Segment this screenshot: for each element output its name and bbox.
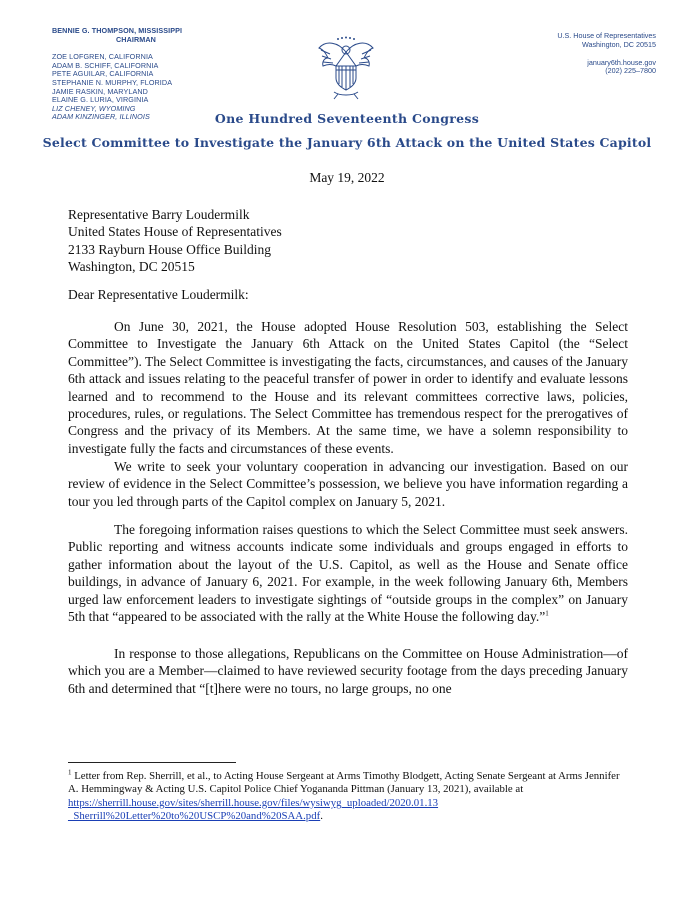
body-paragraph: On June 30, 2021, the House adopted House Resolution 503, establishing the Select Committee to Investigate the January 6th Attack on the United States Capitol (the “Select Committee”). The Select Committee is investigating the facts, circumstances, and causes of the January 6th attack and issues relating to the peaceful transfer of power in order to identify and evaluate lessons learned and to recommend to the House and its relevant committees corrective laws, policies, procedures, rules, or regulations. The Select Committee has tremendous respect for the prerogatives of Congress and the privacy of its Members. At the same time, we have a solemn responsibility to investigate fully the facts and circumstances of these events.	[68, 319, 628, 456]
member-name: ADAM B. SCHIFF, CALIFORNIA	[52, 60, 159, 70]
recipient-line: 2133 Rayburn House Office Building	[68, 241, 271, 257]
body-paragraph: The foregoing information raises questions to which the Select Committee must seek answers. Public reporting and witness accounts indicate some individuals and groups engaged in efforts to gather information about the layout of the U.S. Capitol, as well as the House and Senate office buildings, in advance of January 6, 2021. For example, in the week following January 6th, Members urged law enforcement leaders to investigate sightings of “outside groups in the complex” on January 5th that “appeared to be associated with the rally at the White House the following day.”$^1$	[68, 522, 628, 625]
member-name: ELAINE G. LURIA, VIRGINIA	[52, 95, 149, 105]
member-name: STEPHANIE N. MURPHY, FLORIDA	[52, 77, 173, 87]
footnote: $^1$ Letter from Rep. Sherrill, et al., to Acting House Sergeant at Arms Timothy Blodgett, Acting Senate Sergeant at Arms Jennifer A. Hemmingway & Acting U.S. Capitol Police Chief Yogananda Pittman (January 13, 2021), available at https://sherrill.house.gov/sites/sherrill.house.gov/files/wysiwyg_uploaded/2020.01.13 _Sherrill%20Letter%20to%20USCP%20and%20SAA.pdf.	[68, 768, 620, 823]
member-name: ADAM KINZINGER, ILLINOIS	[52, 112, 150, 122]
footnote-link[interactable]: https://sherrill.house.gov/sites/sherrill.house.gov/files/wysiwyg_uploaded/2020.01.13 _Sherrill%20Letter%20to%20USCP%20and%20SAA.pdf	[68, 796, 439, 823]
footnote-divider	[68, 762, 236, 763]
footnote-number: 1	[68, 768, 72, 777]
committee-contact-block	[456, 32, 656, 76]
body-paragraph: We write to seek your voluntary cooperation in advancing our investigation. Based on our review of evidence in the Select Committee’s possession, we believe you have information regarding a tour you led through parts of the Capitol complex on January 5, 2021.	[68, 459, 628, 509]
committee-website: january6th.house.gov	[587, 57, 656, 67]
chairman-name: BENNIE G. THOMPSON, MISSISSIPPI	[52, 26, 183, 35]
recipient-line: Representative Barry Loudermilk	[68, 207, 250, 222]
congress-heading: One Hundred Seventeenth Congress	[214, 111, 480, 126]
member-name: JAMIE RASKIN, MARYLAND	[52, 86, 148, 96]
committee-phone: (202) 225–7800	[605, 66, 656, 76]
body-paragraph: In response to those allegations, Republicans on the Committee on House Administration—of which you are a Member—claimed to have reviewed security footage from the days preceding January 6th and determined that “[t]here were no tours, no large groups, no one	[68, 646, 628, 696]
chairman-title: CHAIRMAN	[116, 34, 156, 44]
recipient-line: Washington, DC 20515	[68, 259, 195, 275]
office-address: Washington, DC 20515	[581, 39, 656, 49]
footnote-reference[interactable]: 1	[545, 609, 549, 618]
committee-members-block	[52, 27, 302, 122]
member-name: LIZ CHENEY, WYOMING	[52, 103, 136, 113]
member-name: ZOE LOFGREN, CALIFORNIA	[52, 52, 153, 62]
recipient-line: United States House of Representatives	[68, 224, 282, 240]
committee-heading: Select Committee to Investigate the January 6th Attack on the United States Capitol	[42, 135, 652, 150]
office-name: U.S. House of Representatives	[557, 31, 656, 40]
recipient-address	[68, 206, 282, 276]
letter-date: May 19, 2022	[309, 170, 385, 185]
salutation: Dear Representative Loudermilk:	[68, 287, 249, 302]
member-name: PETE AGUILAR, CALIFORNIA	[52, 69, 154, 79]
footnote-text: Letter from Rep. Sherrill, et al., to Acting House Sergeant at Arms Timothy Blodgett, Acting Senate Sergeant at Arms Jennifer A. Hemmingway & Acting U.S. Capitol Police Chief Yogananda Pittman (January 13, 2021), available at	[68, 770, 620, 796]
eagle-seal-icon	[316, 36, 376, 100]
